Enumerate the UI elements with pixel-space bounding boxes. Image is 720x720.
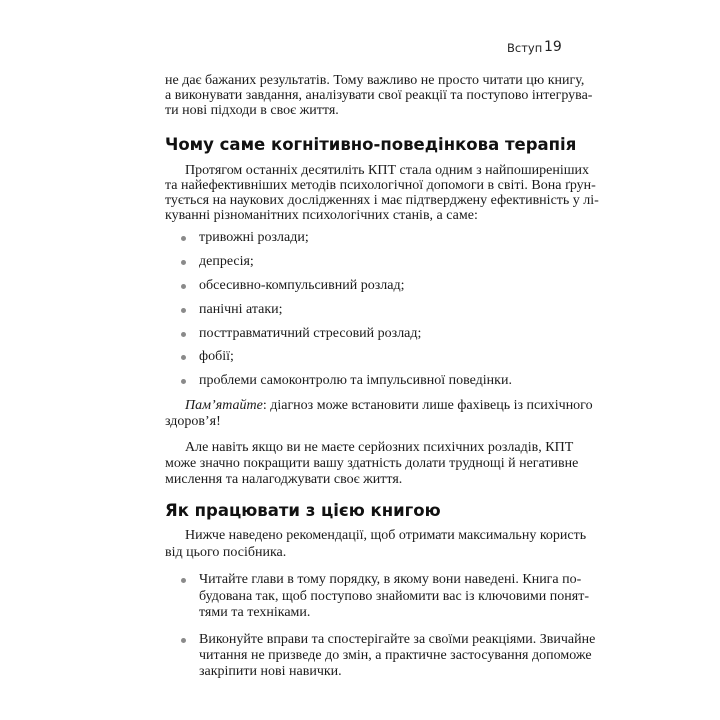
text-line: та найефективніших методів психологічної допомоги в світі. Вона ґрун-: [165, 178, 596, 193]
note-text: : діагноз може встановити лише фахівець із психічного: [262, 398, 593, 413]
section-heading: Як працювати з цією книгою: [165, 501, 441, 520]
bullet-icon: [181, 379, 186, 384]
list-item-line: Читайте глави в тому порядку, в якому вони наведені. Книга по-: [199, 572, 582, 587]
list-item: проблеми самоконтролю та імпульсивної поведінки.: [199, 373, 512, 388]
list-item: обсесивно-компульсивний розлад;: [199, 278, 405, 293]
list-item: тривожні розлади;: [199, 230, 309, 245]
list-item-line: тями та техніками.: [199, 605, 311, 620]
bullet-icon: [181, 638, 186, 643]
bullet-icon: [181, 236, 186, 241]
text-line: може значно покращити вашу здатність долати труднощі й негативне: [165, 456, 579, 471]
bullet-icon: [181, 284, 186, 289]
list-item-line: закріпити нові навички.: [199, 664, 342, 679]
text-line: Нижче наведено рекомендації, щоб отримати максимальну користь: [185, 528, 587, 543]
section-heading: Чому саме когнітивно-поведінкова терапія: [165, 135, 577, 154]
bullet-icon: [181, 355, 186, 360]
list-item-line: будована так, щоб поступово знайомити вас із ключовими понят-: [199, 589, 589, 604]
list-item-line: читання не призведе до змін, а практичне застосування допоможе: [199, 648, 592, 663]
bullet-icon: [181, 260, 186, 265]
text-line: не дає бажаних результатів. Тому важливо не просто читати цю книгу,: [165, 73, 585, 88]
text-line: а виконувати завдання, аналізувати свої реакції та поступово інтегрува-: [165, 88, 593, 103]
list-item-line: Виконуйте вправи та спостерігайте за своїми реакціями. Звичайне: [199, 632, 596, 647]
text-line: [185, 398, 593, 414]
text-line: ти нові підходи в своє життя.: [165, 103, 339, 118]
bullet-icon: [181, 578, 186, 583]
page-number: 19: [544, 39, 562, 55]
text-line: здоров’я!: [165, 414, 221, 429]
text-line: куванні різноманітних психологічних станів, а саме:: [165, 208, 478, 223]
bullet-icon: [181, 308, 186, 313]
note-label: Пам’ятайте: [185, 398, 263, 413]
text-line: тується на наукових дослідженнях і має підтверджену ефективність у лі-: [165, 193, 599, 208]
list-item: депресія;: [199, 254, 254, 269]
text-line: Але навіть якщо ви не маєте серйозних психічних розладів, КПТ: [185, 440, 574, 455]
text-line: Протягом останніх десятиліть КПТ стала одним з найпоширеніших: [185, 163, 590, 178]
list-item: посттравматичний стресовий розлад;: [199, 326, 422, 341]
text-line: від цього посібника.: [165, 545, 287, 560]
list-item: панічні атаки;: [199, 302, 283, 317]
bullet-icon: [181, 332, 186, 337]
list-item: фобії;: [199, 349, 234, 364]
section-name: Вступ: [507, 41, 543, 55]
text-line: мислення та налагоджувати своє життя.: [165, 472, 403, 487]
